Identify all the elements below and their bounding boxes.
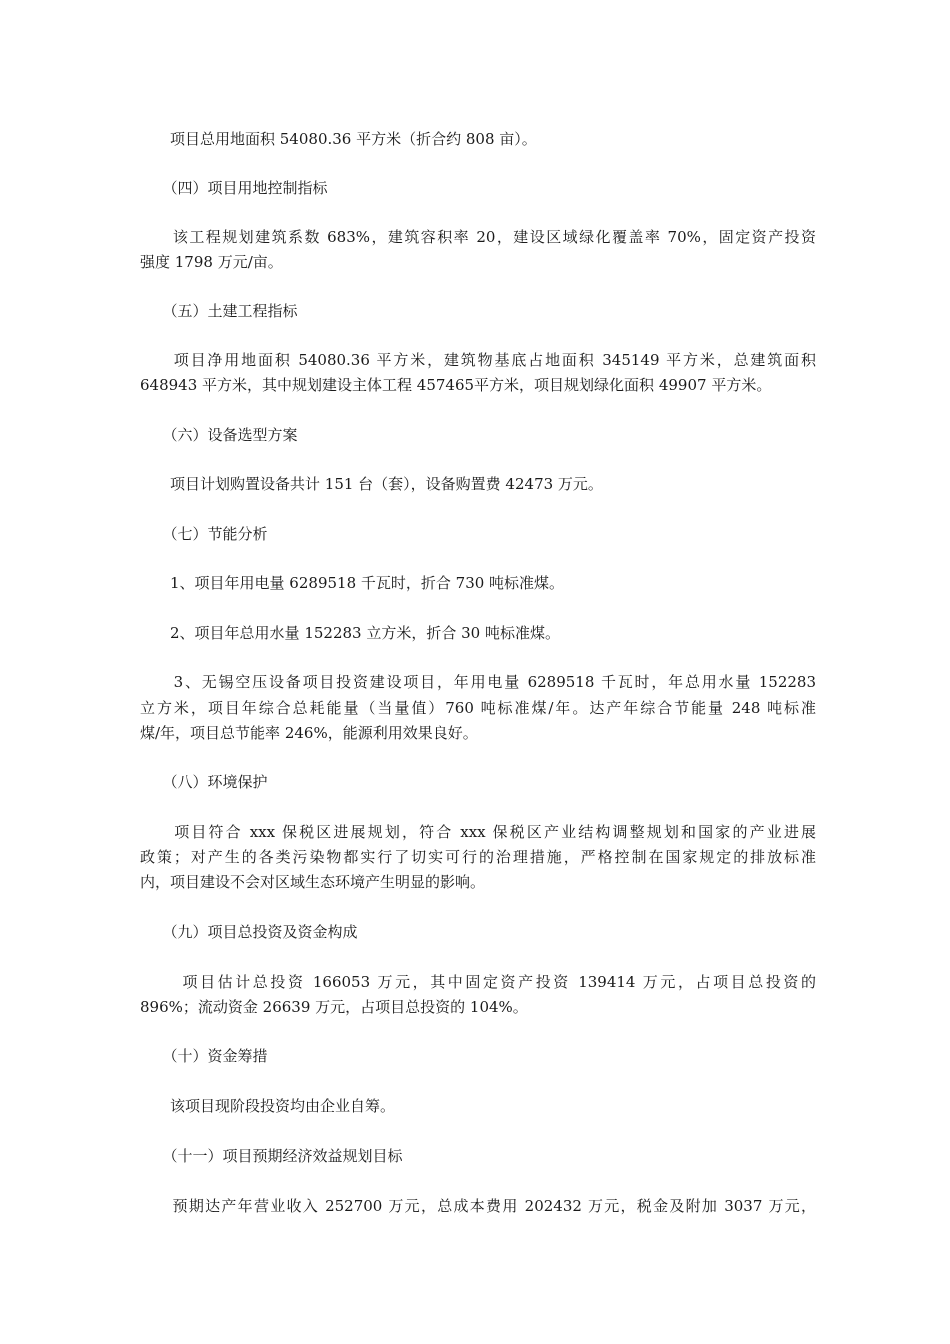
heading-land-control: （四）项目用地控制指标 xyxy=(140,179,328,197)
heading-civil-engineering: （五）土建工程指标 xyxy=(140,302,298,320)
paragraph-energy-3-line-3: 煤/年，项目总节能率 246%，能源利用效果良好。 xyxy=(140,724,478,742)
paragraph-economic-targets-line-1: 预期达产年营业收入 252700 万元，总成本费用 202432 万元，税金及附加 3037 万元， xyxy=(140,1197,816,1215)
paragraph-land-control-line-1: 该工程规划建筑系数 683%，建筑容积率 20，建设区域绿化覆盖率 70%，固定资产投资 xyxy=(140,228,816,246)
paragraph-energy-3-line-1: 3、无锡空压设备项目投资建设项目，年用电量 6289518 千瓦时，年总用水量 152283 xyxy=(140,673,816,691)
paragraph-energy-1: 1、项目年用电量 6289518 千瓦时，折合 730 吨标准煤。 xyxy=(140,574,565,592)
paragraph-land-control-line-2: 强度 1798 万元/亩。 xyxy=(140,253,283,271)
heading-financing: （十）资金筹措 xyxy=(140,1047,268,1065)
heading-equipment: （六）设备选型方案 xyxy=(140,426,298,444)
paragraph-environment-line-2: 政策；对产生的各类污染物都实行了切实可行的治理措施，严格控制在国家规定的排放标准 xyxy=(140,848,816,866)
heading-investment: （九）项目总投资及资金构成 xyxy=(140,923,358,941)
heading-economic-targets: （十一）项目预期经济效益规划目标 xyxy=(140,1147,403,1165)
paragraph-investment-line-1: 项目估计总投资 166053 万元，其中固定资产投资 139414 万元，占项目总投资的 xyxy=(140,973,816,991)
paragraph-environment-line-3: 内，项目建设不会对区域生态环境产生明显的影响。 xyxy=(140,873,486,891)
paragraph-environment-line-1: 项目符合 xxx 保税区进展规划，符合 xxx 保税区产业结构调整规划和国家的产业进展 xyxy=(140,823,816,841)
paragraph-civil-line-1: 项目净用地面积 54080.36 平方米，建筑物基底占地面积 345149 平方米，总建筑面积 xyxy=(140,351,816,369)
paragraph-investment-line-2: 896%；流动资金 26639 万元，占项目总投资的 104%。 xyxy=(140,998,528,1016)
paragraph-energy-2: 2、项目年总用水量 152283 立方米，折合 30 吨标准煤。 xyxy=(140,624,560,642)
paragraph-equipment: 项目计划购置设备共计 151 台（套），设备购置费 42473 万元。 xyxy=(140,475,603,493)
heading-environment: （八）环境保护 xyxy=(140,773,268,791)
heading-energy: （七）节能分析 xyxy=(140,525,268,543)
paragraph-financing: 该项目现阶段投资均由企业自筹。 xyxy=(140,1097,396,1115)
paragraph-land-area: 项目总用地面积 54080.36 平方米（折合约 808 亩）。 xyxy=(140,130,537,148)
paragraph-energy-3-line-2: 立方米，项目年综合总耗能量（当量值）760 吨标准煤/年。达产年综合节能量 248 吨标准 xyxy=(140,699,816,717)
paragraph-civil-line-2: 648943 平方米，其中规划建设主体工程 457465平方米，项目规划绿化面积 49907 平方米。 xyxy=(140,376,772,394)
